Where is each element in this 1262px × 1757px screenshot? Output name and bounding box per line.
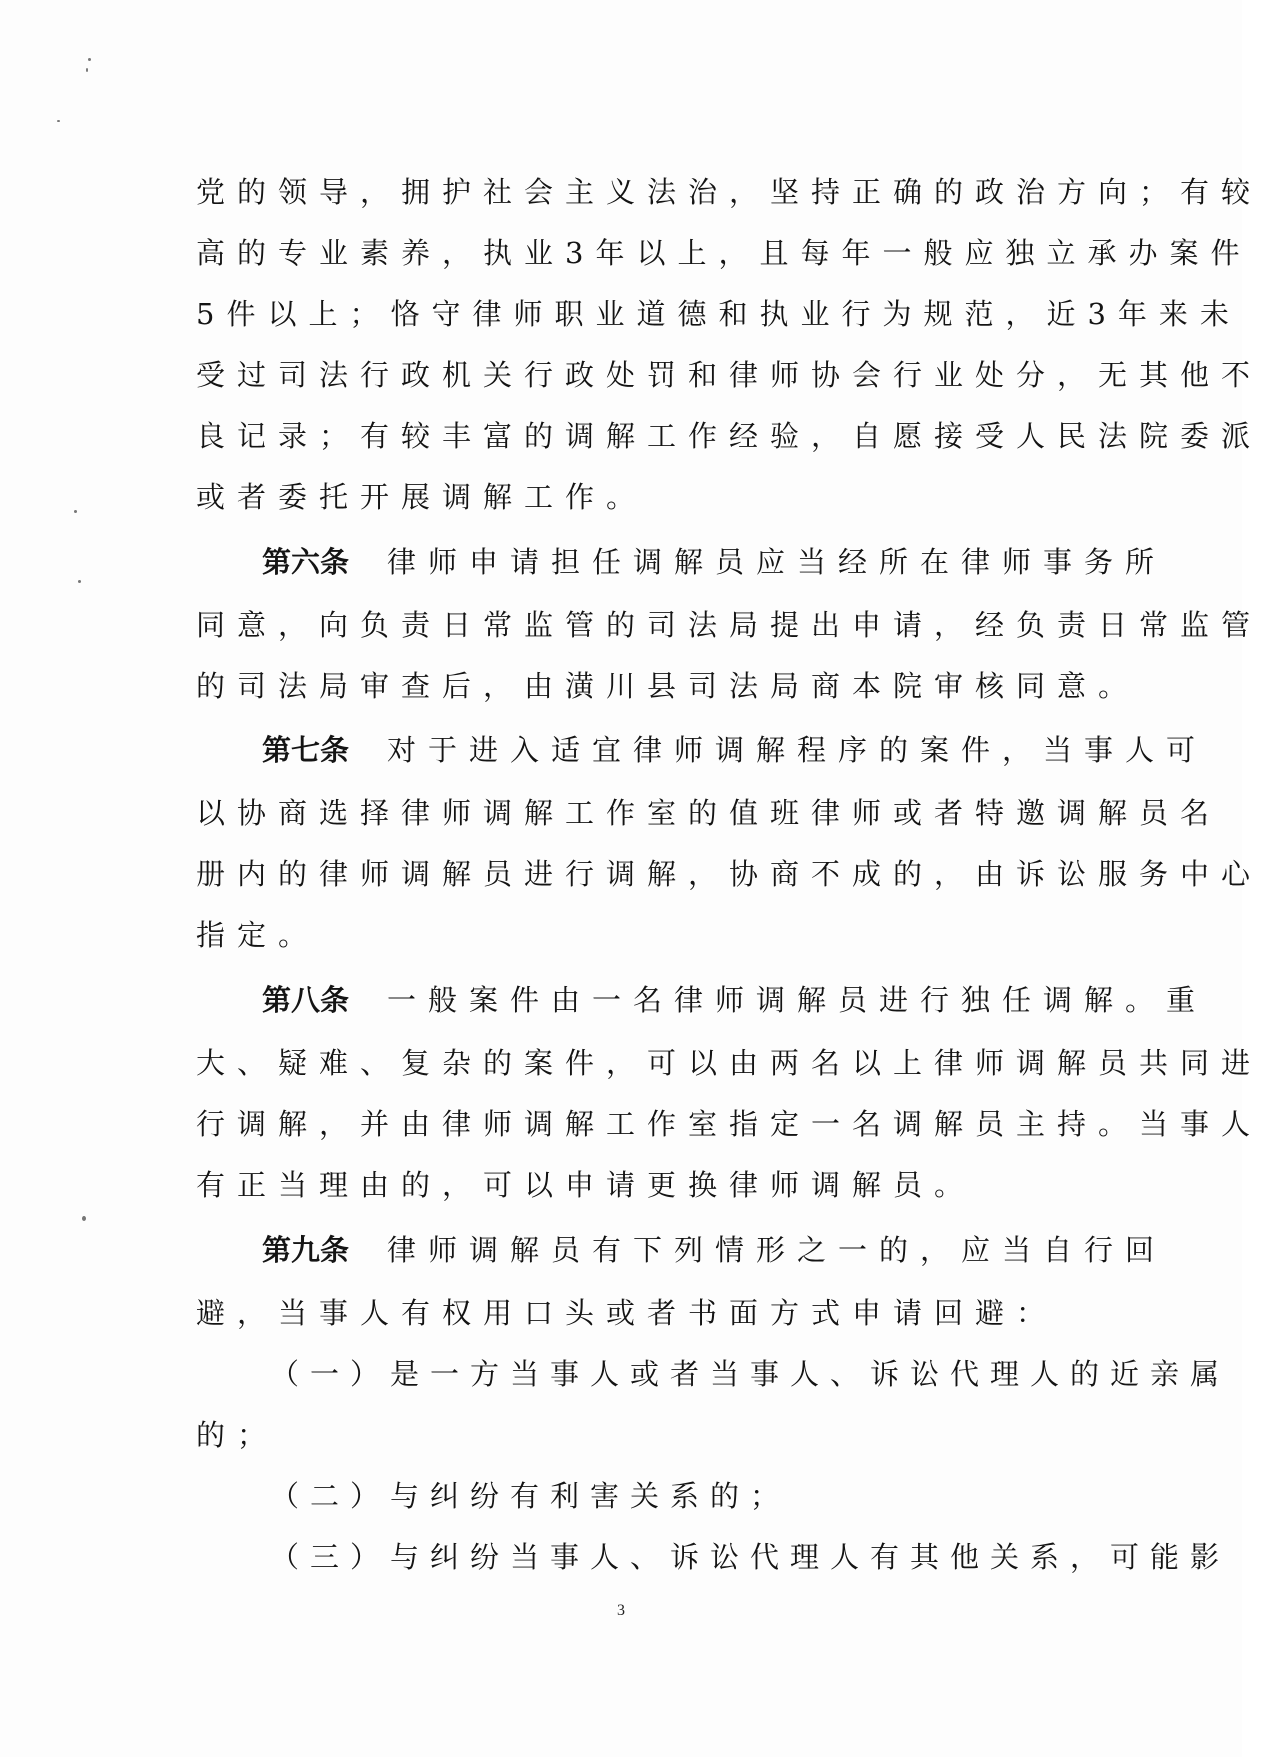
body-line: 册内的律师调解员进行调解，协商不成的，由诉讼服务中心 — [196, 857, 1262, 891]
scan-speck — [57, 120, 60, 122]
article-heading: 第七条 — [262, 733, 350, 767]
article-9-first-line: 第九条 律师调解员有下列情形之一的，应当自行回 — [262, 1233, 1167, 1267]
page-number: 3 — [617, 1602, 625, 1619]
list-item: （一）是一方当事人或者当事人、诉讼代理人的近亲属 — [270, 1357, 1231, 1391]
body-line: 行调解，并由律师调解工作室指定一名调解员主持。当事人 — [196, 1107, 1262, 1141]
scan-speck — [88, 58, 91, 61]
body-line: 大、疑难、复杂的案件，可以由两名以上律师调解员共同进 — [196, 1046, 1262, 1080]
list-item: （三）与纠纷当事人、诉讼代理人有其他关系，可能影 — [270, 1540, 1231, 1574]
body-line: 受过司法行政机关行政处罚和律师协会行业处分，无其他不 — [196, 358, 1262, 392]
body-line: 以协商选择律师调解工作室的值班律师或者特邀调解员名 — [196, 796, 1222, 830]
body-line: 高的专业素养，执业3年以上，且每年一般应独立承办案件 — [196, 236, 1252, 270]
scan-speck — [86, 68, 88, 72]
article-8-first-line: 第八条 一般案件由一名律师调解员进行独任调解。重 — [262, 983, 1208, 1017]
body-line: 避，当事人有权用口头或者书面方式申请回避： — [196, 1296, 1058, 1330]
scan-speck — [82, 1216, 86, 1221]
body-line: 或者委托开展调解工作。 — [196, 480, 648, 514]
body-line: 的； — [196, 1418, 279, 1452]
body-line: 的司法局审查后，由潢川县司法局商本院审核同意。 — [196, 669, 1140, 703]
list-item: （二）与纠纷有利害关系的； — [270, 1479, 791, 1513]
article-heading: 第八条 — [262, 983, 350, 1017]
body-line: 指定。 — [196, 918, 320, 952]
scan-speck — [74, 510, 77, 513]
article-heading: 第九条 — [262, 1233, 350, 1267]
body-line: 5件以上；恪守律师职业道德和执业行为规范，近3年来未 — [196, 297, 1241, 331]
article-7-first-line: 第七条 对于进入适宜律师调解程序的案件，当事人可 — [262, 733, 1208, 767]
article-heading: 第六条 — [262, 545, 350, 579]
scan-speck — [78, 580, 81, 583]
body-line: 同意，向负责日常监管的司法局提出申请，经负责日常监管 — [196, 608, 1262, 642]
article-6-first-line: 第六条 律师申请担任调解员应当经所在律师事务所 — [262, 545, 1167, 579]
body-line: 党的领导，拥护社会主义法治，坚持正确的政治方向；有较 — [196, 175, 1262, 209]
body-line: 良记录；有较丰富的调解工作经验，自愿接受人民法院委派 — [196, 419, 1262, 453]
body-line: 有正当理由的，可以申请更换律师调解员。 — [196, 1168, 976, 1202]
